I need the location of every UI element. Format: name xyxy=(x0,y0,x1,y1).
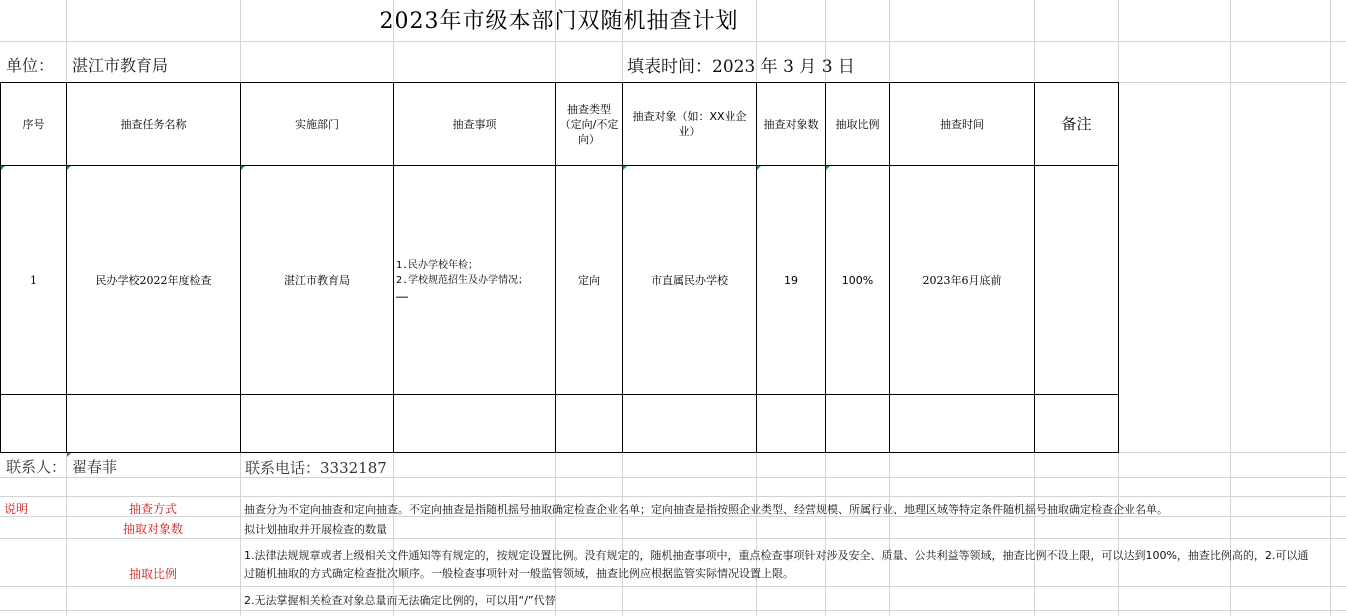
sheet-title: 2023年市级本部门双随机抽查计划 xyxy=(379,9,739,34)
cell-task[interactable]: 民办学校2022年度检查 xyxy=(67,166,241,395)
cell-remark[interactable] xyxy=(1035,166,1119,395)
cell-type[interactable]: 定向 xyxy=(556,166,623,395)
cell-index[interactable]: 1 xyxy=(1,166,67,395)
note-text-ratio[interactable]: 1.法律法规规章或者上级相关文件通知等有规定的，按规定设置比例。没有规定的，随机抽查事项中，重点检查事项针对涉及安全、质量、公共利益等领域，抽查比例不设上限，可以达到100%，抽查比例高的，2.可以通过随机抽取的方式确定检查批次顺序。一般检查事项针对一般监管领域，抽查比例应根据监管实际情况设置上限。 xyxy=(244,549,1309,580)
empty-cell[interactable] xyxy=(556,395,623,453)
contact-phone[interactable]: 联系电话：3332187 xyxy=(245,459,387,477)
header-remark[interactable]: 备注 xyxy=(1035,83,1119,166)
cell-time[interactable]: 2023年6月底前 xyxy=(890,166,1035,395)
cell-department[interactable]: 湛江市教育局 xyxy=(241,166,394,395)
cell-ratio[interactable]: 100% xyxy=(826,166,890,395)
unit-value[interactable]: 湛江市教育局 xyxy=(72,56,169,75)
header-type[interactable]: 抽查类型（定向/不定向） xyxy=(556,83,623,166)
header-matters[interactable]: 抽查事项 xyxy=(394,83,556,166)
contact-name[interactable]: 翟春菲 xyxy=(72,458,118,476)
header-time[interactable]: 抽查时间 xyxy=(890,83,1035,166)
empty-cell[interactable] xyxy=(241,395,394,453)
note-term-method: 抽查方式 xyxy=(128,502,177,516)
note-term-count: 抽取对象数 xyxy=(122,522,183,536)
cell-count[interactable]: 19 xyxy=(757,166,826,395)
comment-marker-icon[interactable] xyxy=(623,166,627,170)
header-task[interactable]: 抽查任务名称 xyxy=(67,83,241,166)
comment-marker-icon[interactable] xyxy=(241,166,245,170)
empty-cell[interactable] xyxy=(1035,395,1119,453)
empty-row xyxy=(1,395,1119,453)
note-text-ratio-2[interactable]: 2.无法掌握相关检查对象总量而无法确定比例的，可以用“/”代替 xyxy=(244,594,556,607)
header-index[interactable]: 序号 xyxy=(1,83,67,166)
header-department[interactable]: 实施部门 xyxy=(241,83,394,166)
comment-marker-icon[interactable] xyxy=(67,166,71,170)
header-target[interactable]: 抽查对象（如：XX业企业） xyxy=(623,83,757,166)
header-ratio[interactable]: 抽取比例 xyxy=(826,83,890,166)
fill-time[interactable]: 填表时间：2023 年 3 月 3 日 xyxy=(627,57,855,77)
contact-label: 联系人： xyxy=(6,458,67,476)
unit-label: 单位： xyxy=(6,56,55,75)
note-text-method[interactable]: 抽查分为不定向抽查和定向抽查。不定向抽查是指随机摇号抽取确定检查企业名单；定向抽查是指按照企业类型、经营规模、所属行业、地理区域等特定条件随机摇号抽取确定检查企业名单。 xyxy=(244,503,1168,516)
cell-matters[interactable]: 1.民办学校年检； 2.学校规范招生及办学情况； …… xyxy=(394,166,556,395)
empty-cell[interactable] xyxy=(757,395,826,453)
note-term-ratio: 抽取比例 xyxy=(128,567,177,581)
empty-cell[interactable] xyxy=(826,395,890,453)
note-text-count[interactable]: 拟计划抽取并开展检查的数量 xyxy=(244,523,387,536)
header-count[interactable]: 抽查对象数 xyxy=(757,83,826,166)
comment-marker-icon[interactable] xyxy=(757,166,761,170)
empty-cell[interactable] xyxy=(67,395,241,453)
empty-cell[interactable] xyxy=(890,395,1035,453)
empty-cell[interactable] xyxy=(623,395,757,453)
comment-marker-icon[interactable] xyxy=(826,166,830,170)
plan-table xyxy=(0,82,1119,453)
comment-marker-icon[interactable] xyxy=(67,453,71,457)
cell-target[interactable]: 市直属民办学校 xyxy=(623,166,757,395)
notes-heading: 说明 xyxy=(4,502,29,516)
empty-cell[interactable] xyxy=(394,395,556,453)
empty-cell[interactable] xyxy=(1,395,67,453)
comment-marker-icon[interactable] xyxy=(1,166,5,170)
header-row xyxy=(1,83,1119,166)
table-row xyxy=(1,166,1119,395)
